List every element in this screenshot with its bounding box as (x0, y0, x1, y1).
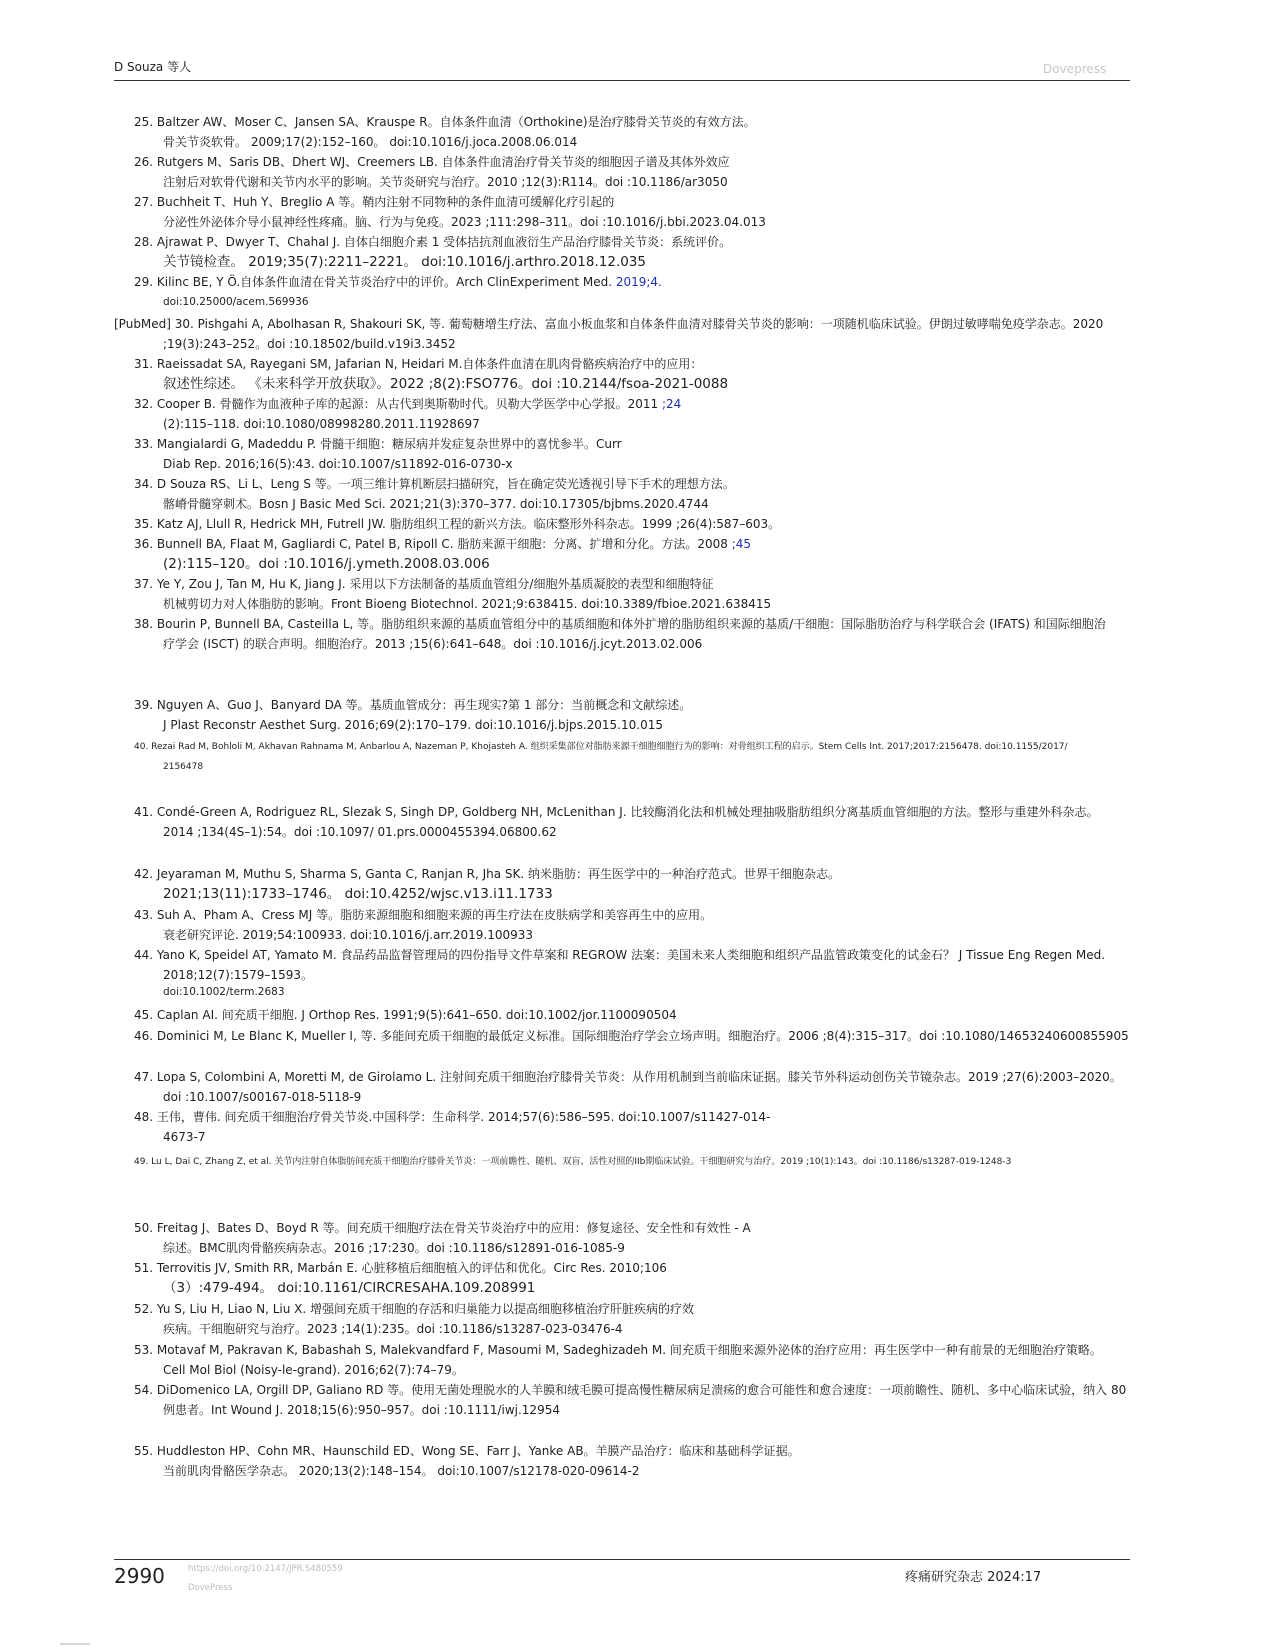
reference-line: 例患者。Int Wound J. 2018;15(6):950–957。doi :10.1111/iwj.12954 (163, 1403, 560, 1417)
reference-item (134, 1107, 1130, 1147)
reference-item (134, 614, 1130, 654)
reference-item (134, 905, 1130, 945)
reference-line: 28. Ajrawat P、Dwyer T、Chahal J. 自体白细胞介素 1 受体拮抗剂血液衍生产品治疗膝骨关节炎：系统评价。 (134, 235, 732, 249)
reference-item (134, 1005, 1130, 1025)
reference-line: 关节镜检查。 2019;35(7):2211–2221。 doi:10.1016/j.arthro.2018.12.035 (163, 254, 646, 270)
reference-line: 54. DiDomenico LA, Orgill DP, Galiano RD 等。使用无菌处理脱水的人羊膜和绒毛膜可提高慢性糖尿病足溃疡的愈合可能性和愈合速度：一项前瞻性、随机、多中心临床试验，纳入 80 (134, 1383, 1127, 1397)
reference-text: 36. Bunnell BA, Flaat M, Gagliardi C, Patel B, Ripoll C. 脂肪来源干细胞：分离、扩增和分化。方法。2008 (134, 537, 732, 551)
reference-line: 41. Condé-Green A, Rodriguez RL, Slezak S, Singh DP, Goldberg NH, McLenithan J. 比较酶消化法和机械处理抽吸脂肪组织分离基质血管细胞的方法。整形与重建外科杂志。 (134, 805, 1099, 819)
reference-item (134, 1218, 1130, 1258)
reference-item (134, 1067, 1130, 1107)
reference-item (134, 232, 1130, 272)
reference-line: (2):115–118. doi:10.1080/08998280.2011.11928697 (163, 417, 480, 431)
reference-line: 42. Jeyaraman M, Muthu S, Sharma S, Ganta C, Ranjan R, Jha SK. 纳米脂肪：再生医学中的一种治疗范式。世界干细胞杂志。 (134, 867, 841, 881)
reference-line: (2):115–120。doi :10.1016/j.ymeth.2008.03.006 (163, 556, 490, 572)
reference-line (134, 394, 1130, 414)
footer-publisher: DovePress (188, 1583, 233, 1593)
reference-line: 51. Terrovitis JV, Smith RR, Marbán E. 心脏移植后细胞植入的评估和优化。Circ Res. 2010;106 (134, 1261, 667, 1275)
reference-item (134, 1340, 1130, 1380)
reference-text: 29. Kilinc BE, Y Ö.自体条件血清在骨关节炎治疗中的评价。Arch ClinExperiment Med. (134, 275, 616, 289)
reference-line: 27. Buchheit T、Huh Y、Breglio A 等。鞘内注射不同物种的条件血清可缓解化疗引起的 (134, 195, 615, 209)
reference-line: 综述。BMC肌肉骨骼疾病杂志。2016 ;17:230。doi :10.1186/s12891-016-1085-9 (163, 1241, 625, 1255)
reference-line: 2156478 (163, 762, 204, 772)
reference-item (134, 354, 1130, 394)
reference-line: 39. Nguyen A、Guo J、Banyard DA 等。基质血管成分：再生现实?第 1 部分：当前概念和文献综述。 (134, 698, 692, 712)
reference-line: 48. 王伟，曹伟. 间充质干细胞治疗骨关节炎.中国科学：生命科学. 2014;57(6):586–595. doi:10.1007/s11427-014- (134, 1110, 771, 1124)
reference-line: 26. Rutgers M、Saris DB、Dhert WJ、Creemers LB. 自体条件血清治疗骨关节炎的细胞因子谱及其体外效应 (134, 155, 730, 169)
reference-line: 疗学会 (ISCT) 的联合声明。细胞治疗。2013 ;15(6):641–648。doi :10.1016/j.jcyt.2013.02.006 (163, 637, 703, 651)
reference-line: 4673-7 (163, 1130, 206, 1144)
reference-line: Cell Mol Biol (Noisy-le-grand). 2016;62(7):74–79。 (163, 1363, 464, 1377)
reference-line: 2018;12(7):1579–1593。 (163, 968, 313, 982)
reference-line: 31. Raeissadat SA, Rayegani SM, Jafarian N, Heidari M.自体条件血清在肌肉骨骼疾病治疗中的应用： (134, 357, 703, 371)
reference-item (114, 314, 1130, 354)
reference-line: 49. Lu L, Dai C, Zhang Z, et al. 关节内注射自体脂肪间充质干细胞治疗膝骨关节炎：一项前瞻性、随机、双盲、活性对照的IIb期临床试验。干细胞研究与治疗。2019 ;10(1):143。doi :10.1186/s13287-019-1248-3 (134, 1157, 1012, 1167)
reference-item (134, 1441, 1130, 1481)
page-header-authors: D Souza 等人 (114, 60, 192, 74)
reference-line: doi:10.1002/term.2683 (163, 986, 285, 998)
reference-line: 2021;13(11):1733–1746。 doi:10.4252/wjsc.v13.i11.1733 (163, 886, 553, 902)
reference-item (134, 474, 1130, 514)
reference-line: 46. Dominici M, Le Blanc K, Mueller I, 等. 多能间充质干细胞的最低定义标准。国际细胞治疗学会立场声明。细胞治疗。2006 ;8(4):315–317。doi :10.1080/14653240600855905 (134, 1029, 1129, 1043)
header-rule (114, 80, 1130, 81)
reference-line: 37. Ye Y, Zou J, Tan M, Hu K, Jiang J. 采用以下方法制备的基质血管组分/细胞外基质凝胶的表型和细胞特征 (134, 577, 714, 591)
reference-link[interactable]: 2019;4. (615, 275, 662, 289)
reference-line: doi:10.25000/acem.569936 (163, 296, 309, 308)
reference-line: 55. Huddleston HP、Cohn MR、Haunschild ED、Wong SE、Farr J、Yanke AB。羊膜产品治疗：临床和基础科学证据。 (134, 1444, 800, 1458)
reference-item (134, 1380, 1130, 1420)
reference-line: 当前肌肉骨骼医学杂志。 2020;13(2):148–154。 doi:10.1007/s12178-020-09614-2 (163, 1464, 640, 1478)
footer-rule (114, 1559, 1130, 1560)
reference-line: 机械剪切力对人体脂肪的影响。Front Bioeng Biotechnol. 2021;9:638415. doi:10.3389/fbioe.2021.638415 (163, 597, 772, 611)
reference-item (134, 514, 1130, 534)
reference-line: 34. D Souza RS、Li L、Leng S 等。一项三维计算机断层扫描研究，旨在确定荧光透视引导下手术的理想方法。 (134, 477, 735, 491)
reference-line: 骨关节炎软骨。 2009;17(2):152–160。 doi:10.1016/j.joca.2008.06.014 (163, 135, 578, 149)
footer-journal: 疼痛研究杂志 2024:17 (905, 1570, 1042, 1585)
reference-line: 分泌性外泌体介导小鼠神经性疼痛。脑、行为与免疫。2023 ;111:298–311。doi :10.1016/j.bbi.2023.04.013 (163, 215, 766, 229)
reference-item (134, 1152, 1130, 1172)
page-number: 2990 (114, 1564, 165, 1588)
reference-line: 髂嵴骨髓穿刺术。Bosn J Basic Med Sci. 2021;21(3):370–377. doi:10.17305/bjbms.2020.4744 (163, 497, 709, 511)
reference-line: 52. Yu S, Liu H, Liao N, Liu X. 增强间充质干细胞的存活和归巢能力以提高细胞移植治疗肝脏疾病的疗效 (134, 1302, 695, 1316)
reference-line: 47. Lopa S, Colombini A, Moretti M, de Girolamo L. 注射间充质干细胞治疗膝骨关节炎：从作用机制到当前临床证据。膝关节外科运动创伤关节镜杂志。2019 ;27(6):2003–2020。 (134, 1070, 1122, 1084)
reference-line: 38. Bourin P, Bunnell BA, Casteilla L, 等。脂肪组织来源的基质血管组分中的基质细胞和体外扩增的脂肪组织来源的基质/干细胞：国际脂肪治疗与科学联合会 (IFATS) 和国际细胞治 (134, 617, 1106, 631)
reference-item (134, 1026, 1130, 1046)
reference-line: ;19(3):243–252。doi :10.18502/build.v19i3.3452 (163, 337, 456, 351)
reference-line: 40. Rezai Rad M, Bohloli M, Akhavan Rahnama M, Anbarlou A, Nazeman P, Khojasteh A. 组织采集部位对脂肪来源干细胞细胞行为的影响：对骨组织工程的启示。Stem Cells Int. 2017;2017:2156478. doi:10.1155/2017/ (134, 742, 1068, 752)
reference-item (134, 434, 1130, 474)
reference-link[interactable]: ;24 (661, 397, 682, 411)
reference-item (134, 1258, 1130, 1298)
reference-line: 50. Freitag J、Bates D、Boyd R 等。间充质干细胞疗法在骨关节炎治疗中的应用：修复途径、安全性和有效性 - A (134, 1221, 751, 1235)
reference-line: J Plast Reconstr Aesthet Surg. 2016;69(2):170–179. doi:10.1016/j.bjps.2015.10.015 (163, 718, 663, 732)
page-header-publisher: Dovepress (1043, 62, 1107, 76)
reference-line: doi :10.1007/s00167-018-5118-9 (163, 1090, 362, 1104)
reference-line: 衰老研究评论. 2019;54:100933. doi:10.1016/j.arr.2019.100933 (163, 928, 533, 942)
reference-item (134, 192, 1130, 232)
reference-item (134, 534, 1130, 574)
reference-line: 注射后对软骨代谢和关节内水平的影响。关节炎研究与治疗。2010 ;12(3):R114。doi :10.1186/ar3050 (163, 175, 728, 189)
reference-item (134, 695, 1130, 735)
reference-item (134, 1299, 1130, 1339)
reference-item (134, 394, 1130, 434)
reference-item (134, 152, 1130, 192)
reference-item (134, 574, 1130, 614)
reference-item (134, 737, 1130, 777)
reference-line: 33. Mangialardi G, Madeddu P. 骨髓干细胞：糖尿病并发症复杂世界中的喜忧参半。Curr (134, 437, 622, 451)
reference-line: 43. Suh A、Pham A、Cress MJ 等。脂肪来源细胞和细胞来源的再生疗法在皮肤病学和美容再生中的应用。 (134, 908, 713, 922)
reference-line: [PubMed] 30. Pishgahi A, Abolhasan R, Shakouri SK, 等. 葡萄糖增生疗法、富血小板血浆和自体条件血清对膝骨关节炎的影响：一项随机临床试验。伊朗过敏哮喘免疫学杂志。2020 (114, 317, 1104, 331)
reference-line: Diab Rep. 2016;16(5):43. doi:10.1007/s11892-016-0730-x (163, 457, 513, 471)
reference-line: 叙述性综述。 《未来科学开放获取》。2022 ;8(2):FSO776。doi :10.2144/fsoa-2021-0088 (163, 376, 729, 392)
reference-text: 32. Cooper B. 骨髓作为血液种子库的起源：从古代到奥斯勒时代。贝勒大学医学中心学报。2011 (134, 397, 662, 411)
reference-line: 44. Yano K, Speidel AT, Yamato M. 食品药品监督管理局的四份指导文件草案和 REGROW 法案：美国未来人类细胞和组织产品监管政策变化的试金石？ J Tissue Eng Regen Med. (134, 948, 1106, 962)
reference-line: 53. Motavaf M, Pakravan K, Babashah S, Malekvandfard F, Masoumi M, Sadeghizadeh M. 间充质干细胞来源外泌体的治疗应用：再生医学中一种有前景的无细胞治疗策略。 (134, 1343, 1102, 1357)
reference-line: 45. Caplan AI. 间充质干细胞. J Orthop Res. 1991;9(5):641–650. doi:10.1002/jor.1100090504 (134, 1008, 677, 1022)
reference-item (134, 864, 1130, 904)
reference-item (134, 802, 1130, 842)
reference-item (134, 112, 1130, 152)
footer-doi-link[interactable]: https://doi.org/10.2147/JPR.S480559 (188, 1564, 343, 1574)
reference-line (134, 272, 1130, 292)
reference-line: 2014 ;134(4S–1):54。doi :10.1097/ 01.prs.0000455394.06800.62 (163, 825, 557, 839)
reference-line: 25. Baltzer AW、Moser C、Jansen SA、Krauspe R。自体条件血清（Orthokine)是治疗膝骨关节炎的有效方法。 (134, 115, 756, 129)
reference-item (134, 272, 1130, 312)
reference-line (134, 534, 1130, 554)
reference-link[interactable]: ;45 (731, 537, 752, 551)
reference-line: （3）:479-494。 doi:10.1161/CIRCRESAHA.109.208991 (163, 1280, 536, 1296)
reference-line: 35. Katz AJ, Llull R, Hedrick MH, Futrell JW. 脂肪组织工程的新兴方法。临床整形外科杂志。1999 ;26(4):587–603。 (134, 517, 781, 531)
corner-mark (60, 1643, 90, 1645)
reference-line: 疾病。干细胞研究与治疗。2023 ;14(1):235。doi :10.1186/s13287-023-03476-4 (163, 1322, 623, 1336)
reference-item (134, 945, 1130, 999)
